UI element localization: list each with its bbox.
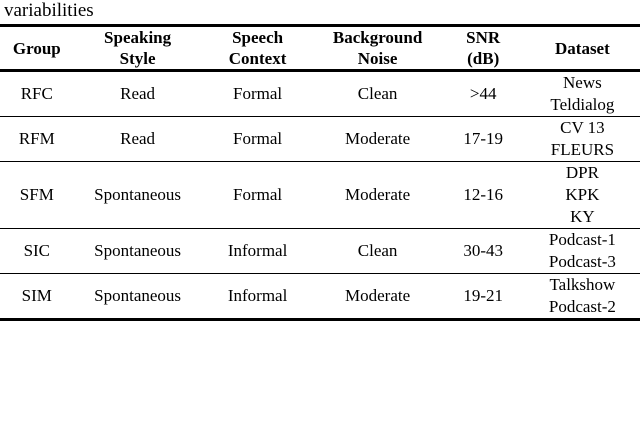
table-header bbox=[0, 26, 640, 71]
speech-variability-table bbox=[0, 24, 640, 321]
column-header-speech-context-line1: Speech bbox=[232, 28, 284, 47]
cell-group: RFC bbox=[20, 84, 53, 103]
cell-snr: 19-21 bbox=[463, 286, 504, 305]
cell-background-noise: Moderate bbox=[345, 286, 411, 305]
dataset-item: FLEURS bbox=[550, 140, 615, 159]
table-row bbox=[0, 229, 640, 274]
table-body bbox=[0, 71, 640, 320]
dataset-item: Podcast-1 bbox=[548, 230, 616, 249]
dataset-item: Talkshow bbox=[549, 275, 616, 294]
dataset-item: Podcast-2 bbox=[548, 297, 616, 316]
cell-snr: >44 bbox=[469, 84, 497, 103]
column-header-speech-context-line2: Context bbox=[228, 49, 287, 68]
cell-speech-context: Formal bbox=[233, 185, 283, 204]
column-header-snr-line1: SNR bbox=[466, 28, 501, 47]
column-header-snr-line2: (dB) bbox=[467, 49, 500, 68]
dataset-item: KY bbox=[570, 207, 595, 226]
cell-speech-context: Formal bbox=[233, 84, 283, 103]
column-header-speech-context bbox=[202, 26, 314, 71]
table-header-row bbox=[0, 26, 640, 71]
column-header-background-noise bbox=[314, 26, 442, 71]
column-header-speaking-style bbox=[74, 26, 202, 71]
caption-text: variabilities bbox=[4, 0, 94, 21]
dataset-item: Teldialog bbox=[550, 95, 615, 114]
cell-background-noise: Clean bbox=[357, 241, 398, 260]
cell-background-noise: Moderate bbox=[345, 129, 411, 148]
column-header-speaking-style-line1: Speaking bbox=[104, 28, 172, 47]
cell-speaking-style: Spontaneous bbox=[94, 185, 182, 204]
cell-group: RFM bbox=[18, 129, 55, 148]
column-header-background-noise-line1: Background bbox=[332, 28, 423, 47]
cell-dataset bbox=[525, 229, 640, 274]
column-header-group-line1: Group bbox=[12, 38, 61, 58]
cell-group: SIM bbox=[21, 286, 52, 305]
cell-group: SIC bbox=[23, 241, 51, 260]
cell-dataset bbox=[525, 71, 640, 117]
column-header-snr bbox=[442, 26, 525, 71]
cell-dataset bbox=[525, 117, 640, 162]
cell-dataset bbox=[525, 162, 640, 229]
cell-speaking-style: Spontaneous bbox=[94, 241, 182, 260]
table-row bbox=[0, 117, 640, 162]
cell-speaking-style: Read bbox=[120, 84, 156, 103]
dataset-item: Podcast-3 bbox=[548, 252, 616, 271]
cell-background-noise: Moderate bbox=[345, 185, 411, 204]
cell-speaking-style: Read bbox=[120, 129, 156, 148]
dataset-item: DPR bbox=[565, 163, 599, 182]
dataset-item: KPK bbox=[565, 185, 600, 204]
cell-speech-context: Informal bbox=[227, 286, 288, 305]
dataset-item: News bbox=[563, 73, 602, 92]
cell-snr: 17-19 bbox=[463, 129, 504, 148]
table-row bbox=[0, 274, 640, 320]
column-header-dataset-line1: Dataset bbox=[555, 38, 610, 58]
caption-container bbox=[0, 0, 640, 24]
cell-background-noise: Clean bbox=[357, 84, 398, 103]
column-header-group bbox=[0, 26, 74, 71]
cell-snr: 12-16 bbox=[463, 185, 504, 204]
column-header-dataset bbox=[525, 26, 640, 71]
cell-speech-context: Informal bbox=[227, 241, 288, 260]
cell-speech-context: Formal bbox=[233, 129, 283, 148]
cell-speaking-style: Spontaneous bbox=[94, 286, 182, 305]
column-header-background-noise-line2: Noise bbox=[357, 49, 398, 68]
cell-group: SFM bbox=[19, 185, 54, 204]
cell-snr: 30-43 bbox=[463, 241, 504, 260]
table-row bbox=[0, 162, 640, 229]
table-row bbox=[0, 71, 640, 117]
cell-dataset bbox=[525, 274, 640, 320]
dataset-item: CV 13 bbox=[560, 118, 605, 137]
column-header-speaking-style-line2: Style bbox=[119, 49, 156, 68]
